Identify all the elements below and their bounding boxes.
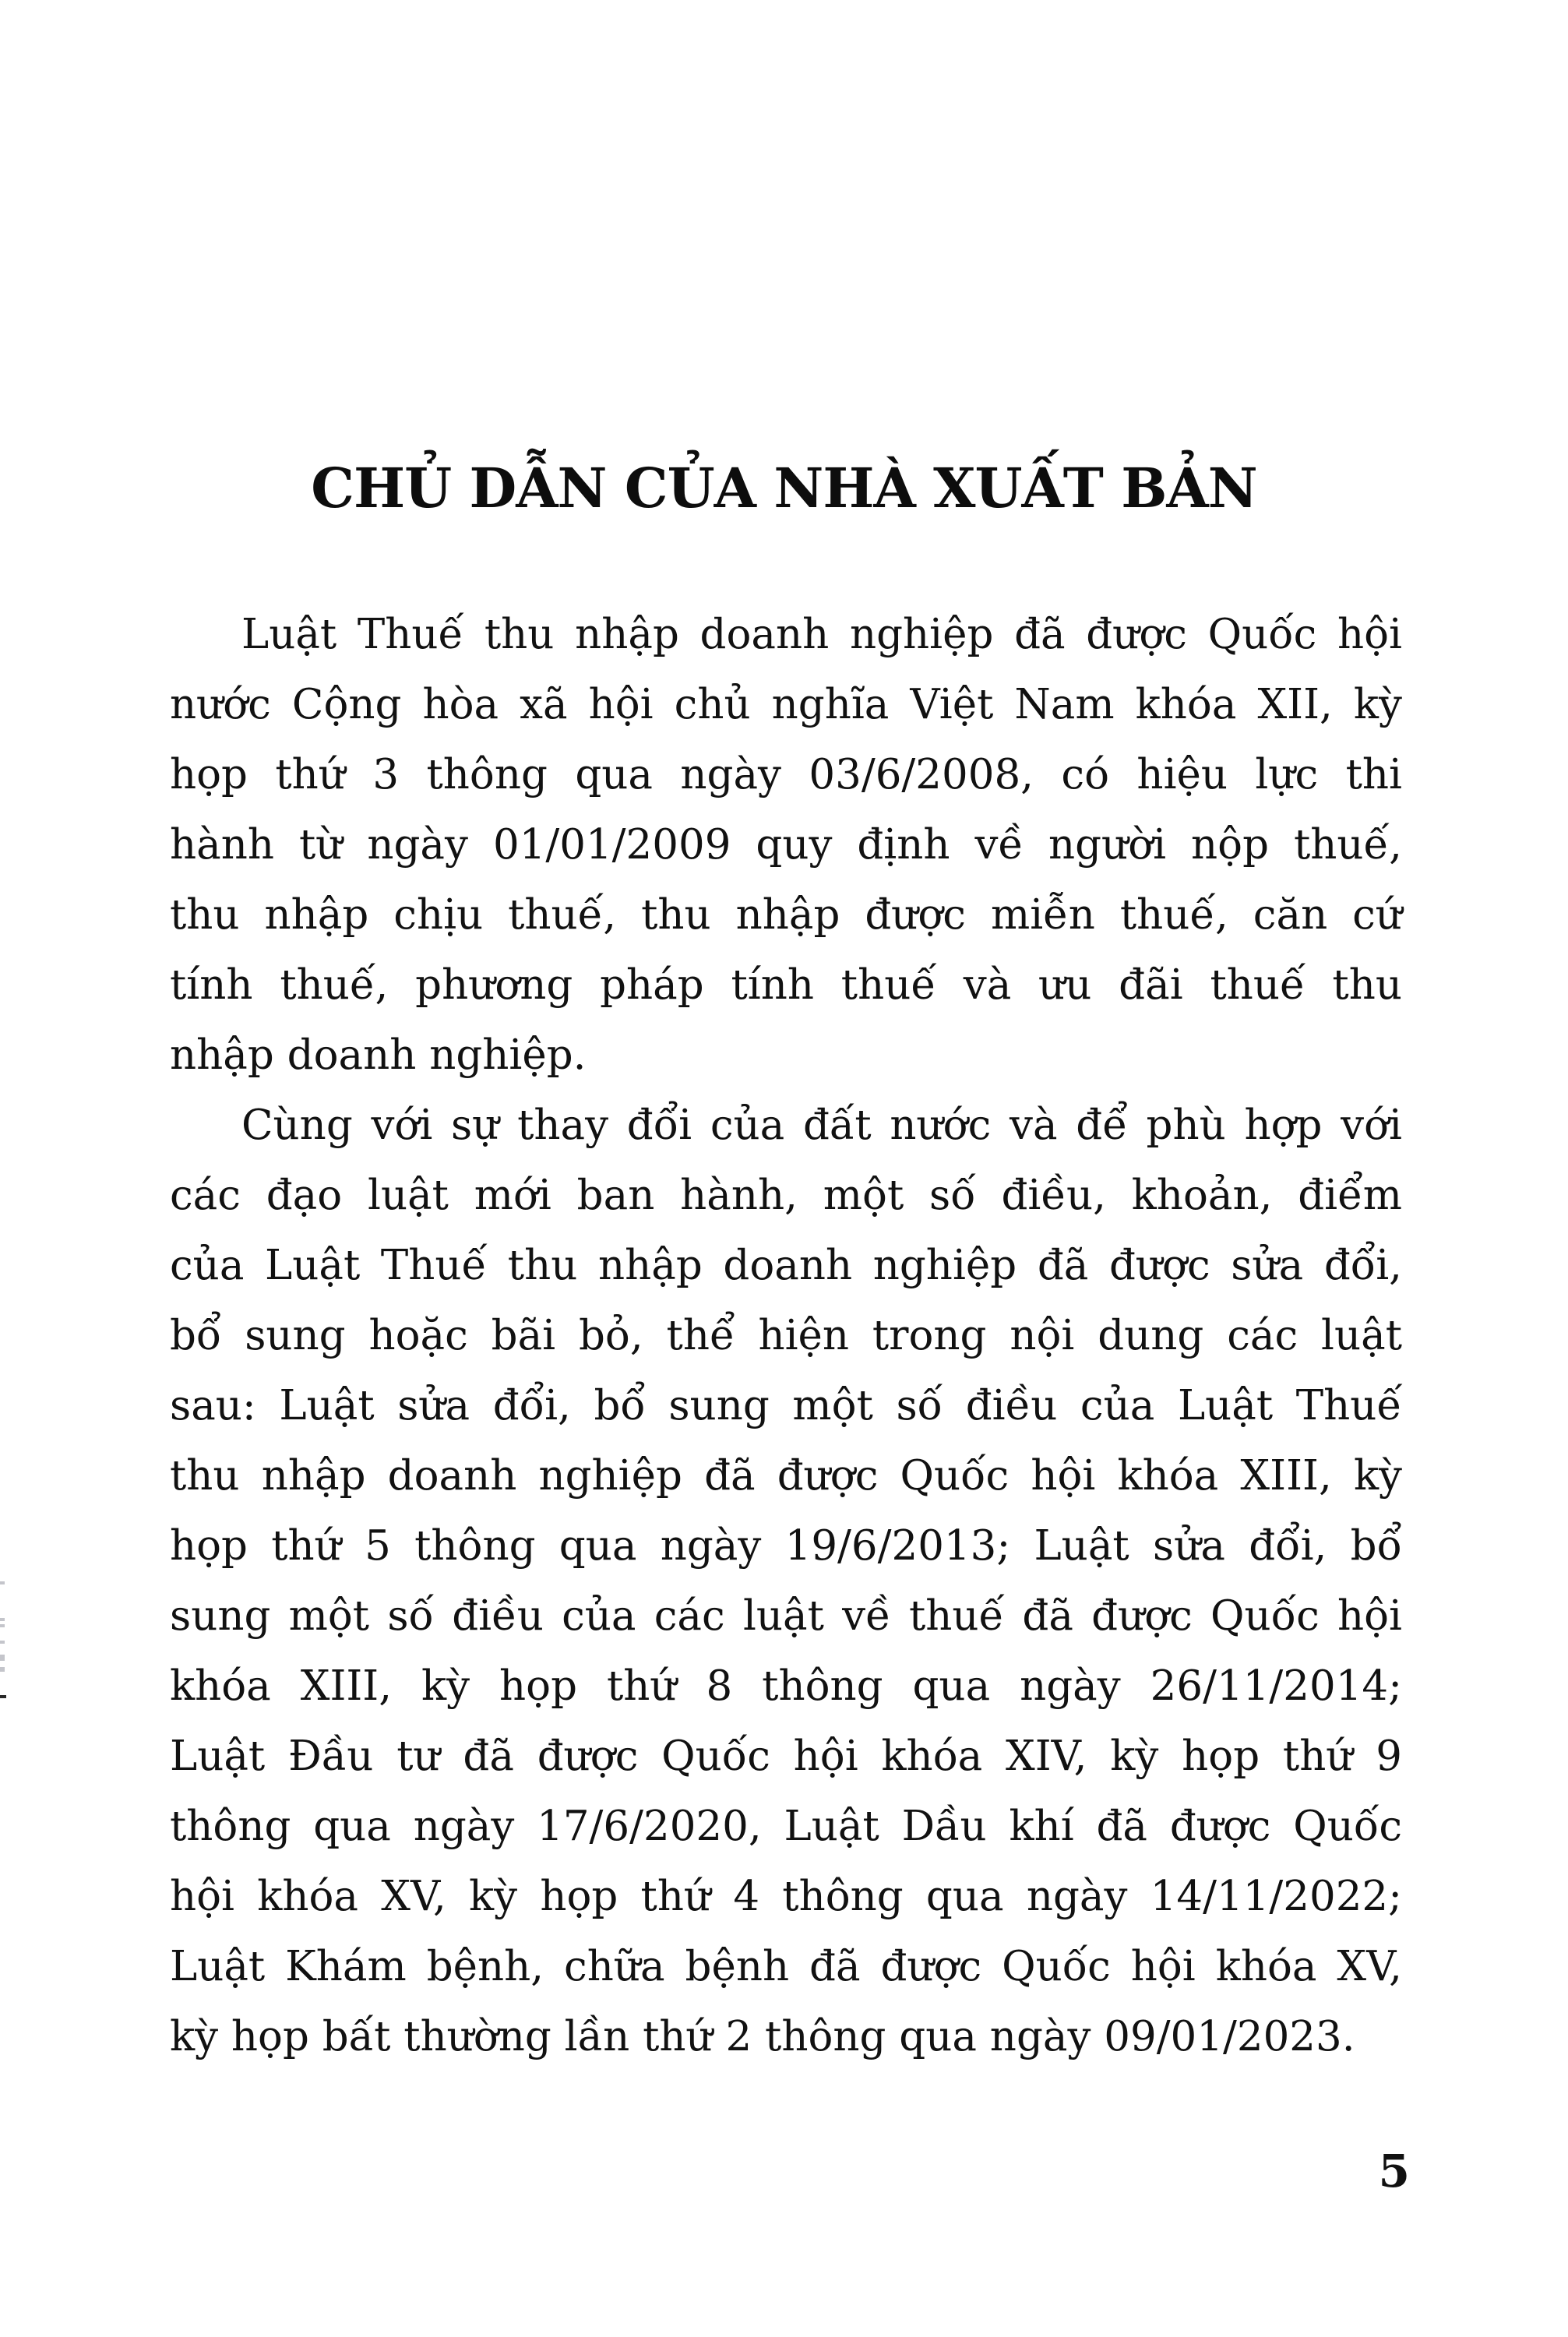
page-number: 5 (1378, 2145, 1410, 2198)
scan-artifact-mark (0, 1655, 5, 1661)
text-line: các đạo luật mới ban hành, một số điều, khoản, điểm (170, 1172, 1402, 1219)
text-line: Luật Khám bệnh, chữa bệnh đã được Quốc hội khóa XV, (170, 1943, 1402, 1990)
page-title: CHỦ DẪN CỦA NHÀ XUẤT BẢN (311, 455, 1257, 520)
text-line: thu nhập chịu thuế, thu nhập được miễn thuế, căn cứ (170, 891, 1402, 939)
scan-artifact-mark (0, 1667, 5, 1672)
scan-artifact-mark (0, 1641, 5, 1644)
scan-artifact-mark (0, 1624, 5, 1627)
text-line: của Luật Thuế thu nhập doanh nghiệp đã được sửa đổi, (170, 1242, 1402, 1289)
text-line: kỳ họp bất thường lần thứ 2 thông qua ngày 09/01/2023. (170, 2013, 1355, 2060)
text-line: Luật Đầu tư đã được Quốc hội khóa XIV, kỳ họp thứ 9 (170, 1732, 1402, 1780)
text-line: Cùng với sự thay đổi của đất nước và để phù hợp với (241, 1102, 1402, 1149)
text-line: khóa XIII, kỳ họp thứ 8 thông qua ngày 26/11/2014; (170, 1662, 1402, 1710)
paragraph-2 (170, 1091, 1402, 2072)
scan-artifact-mark (0, 1695, 6, 1698)
text-line: nước Cộng hòa xã hội chủ nghĩa Việt Nam khóa XII, kỳ (170, 681, 1402, 728)
text-line: thông qua ngày 17/6/2020, Luật Dầu khí đã được Quốc (170, 1803, 1402, 1850)
text-line: sung một số điều của các luật về thuế đã được Quốc hội (170, 1592, 1402, 1640)
scan-artifact-mark (0, 1618, 5, 1621)
text-line: họp thứ 5 thông qua ngày 19/6/2013; Luật sửa đổi, bổ (170, 1522, 1402, 1570)
paragraph-1 (170, 600, 1402, 1091)
scan-artifact-mark (0, 1581, 5, 1584)
text-line: tính thuế, phương pháp tính thuế và ưu đãi thuế thu (170, 961, 1402, 1009)
text-line: hội khóa XV, kỳ họp thứ 4 thông qua ngày 14/11/2022; (170, 1873, 1402, 1920)
body-text (170, 600, 1402, 2072)
text-line: hành từ ngày 01/01/2009 quy định về người nộp thuế, (170, 821, 1402, 869)
text-line: nhập doanh nghiệp. (170, 1031, 587, 1079)
text-line: Luật Thuế thu nhập doanh nghiệp đã được Quốc hội (241, 611, 1402, 658)
text-line: họp thứ 3 thông qua ngày 03/6/2008, có hiệu lực thi (170, 751, 1402, 798)
text-line: sau: Luật sửa đổi, bổ sung một số điều của Luật Thuế (170, 1382, 1402, 1429)
text-line: bổ sung hoặc bãi bỏ, thể hiện trong nội dung các luật (170, 1312, 1402, 1359)
text-line: thu nhập doanh nghiệp đã được Quốc hội khóa XIII, kỳ (170, 1452, 1402, 1500)
